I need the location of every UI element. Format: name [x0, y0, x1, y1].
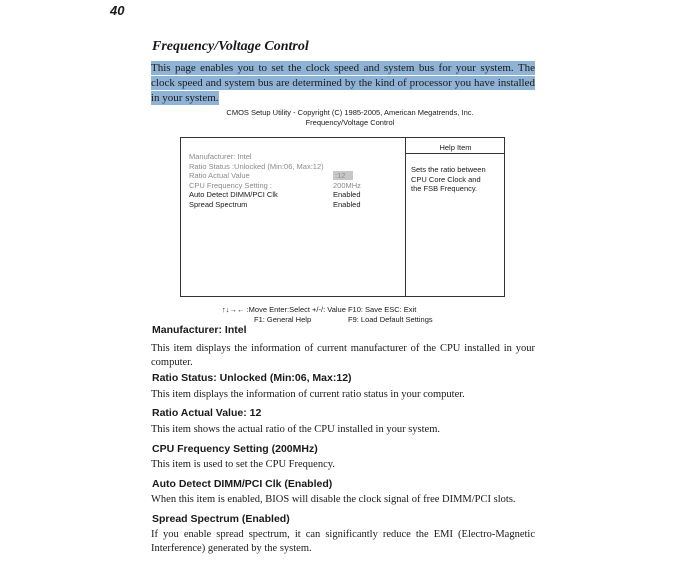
item-heading-cpu-frequency: CPU Frequency Setting (200MHz) — [152, 443, 318, 455]
item-heading-spread-spectrum: Spread Spectrum (Enabled) — [152, 513, 290, 525]
bios-value-auto-detect[interactable]: Enabled — [333, 190, 361, 199]
item-text-spread-spectrum: If you enable spread spectrum, it can significantly reduce the EMI (Electro-Magnetic Interference) generated by the system. — [151, 529, 535, 554]
bios-value-ratio-actual: :12 — [333, 171, 353, 181]
item-text-ratio-status: This item displays the information of current ratio status in your computer. — [151, 389, 465, 400]
item-text-cpu-frequency: This item is used to set the CPU Frequency. — [151, 459, 335, 470]
bios-row-cpu-frequency: CPU Frequency Setting : — [189, 181, 272, 190]
bios-key-legend: ↑↓→← :Move Enter:Select +/-/: Value F10: Save ESC: Exit — [222, 305, 417, 314]
help-text: Sets the ratio between CPU Core Clock and the FSB Frequency. — [411, 165, 486, 193]
bios-row-spread-spectrum[interactable]: Spread Spectrum — [189, 200, 248, 209]
bios-key-help: F1: General Help — [254, 315, 312, 324]
section-title: Frequency/Voltage Control — [152, 39, 309, 54]
bios-row-ratio-status: Ratio Status :Unlocked (Min:06, Max:12) — [189, 162, 324, 171]
bios-divider — [405, 138, 406, 296]
item-text-manufacturer: This item displays the information of current manufacturer of the CPU installed in your computer. — [151, 343, 535, 368]
item-heading-ratio-status: Ratio Status: Unlocked (Min:06, Max:12) — [152, 372, 352, 384]
bios-value-cpu-frequency: 200MHz — [333, 181, 361, 190]
bios-caption-title: Frequency/Voltage Control — [305, 118, 395, 127]
intro-highlight: This page enables you to set the clock speed and system bus for your system. The clock speed and system bus are determined by the kind of processor you have installed in your system. — [151, 62, 535, 104]
bios-key-defaults: F9: Load Default Settings — [348, 315, 433, 324]
bios-screen — [180, 137, 505, 297]
item-heading-auto-detect: Auto Detect DIMM/PCI Clk (Enabled) — [152, 478, 333, 490]
help-divider — [406, 153, 505, 154]
intro-paragraph — [151, 61, 535, 106]
item-text-ratio-actual: This item shows the actual ratio of the CPU installed in your system. — [151, 424, 441, 435]
item-text-auto-detect: When this item is enabled, BIOS will disable the clock signal of free DIMM/PCI slots. — [151, 494, 516, 505]
bios-value-spread-spectrum[interactable]: Enabled — [333, 200, 361, 209]
item-heading-ratio-actual: Ratio Actual Value: 12 — [152, 407, 262, 419]
page-number: 40 — [110, 3, 125, 18]
bios-caption-copyright: CMOS Setup Utility - Copyright (C) 1985-2005, American Megatrends, Inc. — [226, 108, 474, 117]
bios-row-manufacturer: Manufacturer: Intel — [189, 152, 252, 161]
item-heading-manufacturer: Manufacturer: Intel — [152, 324, 247, 336]
help-title: Help Item — [439, 143, 472, 152]
bios-row-ratio-actual: Ratio Actual Value — [189, 171, 250, 180]
bios-row-auto-detect[interactable]: Auto Detect DIMM/PCI Clk — [189, 190, 278, 199]
